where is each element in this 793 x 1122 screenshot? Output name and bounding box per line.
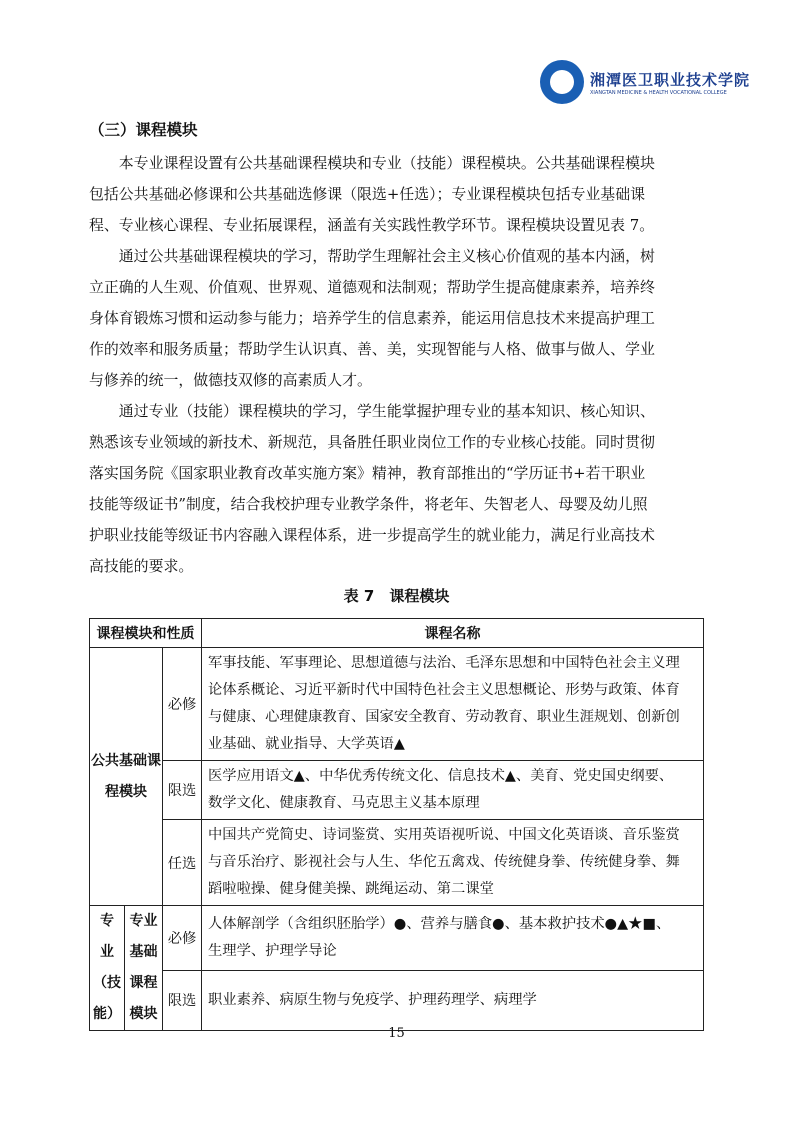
nature-cell: 必修: [163, 906, 202, 971]
course-line: 生理学、护理学导论: [208, 942, 337, 959]
paragraph-line: 本专业课程设置有公共基础课程模块和专业（技能）课程模块。公共基础课程模块: [89, 154, 655, 172]
course-cell: [202, 761, 704, 820]
professional-group-label: 专 业 （技 能）: [90, 906, 125, 1031]
course-cell: [202, 820, 704, 906]
course-cell: [202, 648, 704, 761]
nature-cell: 限选: [163, 970, 202, 1030]
header-course-name: 课程名称: [202, 619, 704, 648]
college-logo: [540, 60, 750, 104]
nature-cell: 任选: [163, 820, 202, 906]
course-line: 中国共产党简史、诗词鉴赏、实用英语视听说、中国文化英语谈、音乐鉴赏: [208, 827, 680, 843]
course-line: 医学应用语文▲、中华优秀传统文化、信息技术▲、美育、党史国史纲要、: [208, 768, 674, 784]
paragraph-line: 高技能的要求。: [89, 557, 194, 575]
body-text: [89, 148, 703, 582]
nature-cell: 限选: [163, 761, 202, 820]
course-line: 蹈啦啦操、健身健美操、跳绳运动、第二课堂: [208, 881, 494, 897]
course-line: 数学文化、健康教育、马克思主义基本原理: [208, 795, 480, 811]
paragraph-line: 身体育锻炼习惯和运动参与能力；培养学生的信息素养，能运用信息技术来提高护理工: [89, 309, 655, 327]
professional-basic-label: 专业 基础 课程 模块: [125, 906, 163, 1031]
course-cell: [202, 970, 704, 1030]
paragraph-line: 通过专业（技能）课程模块的学习，学生能掌握护理专业的基本知识、核心知识、: [89, 402, 655, 420]
paragraph-line: 熟悉该专业领域的新技术、新规范，具备胜任职业岗位工作的专业核心技能。同时贯彻: [89, 433, 655, 451]
course-module-table: [89, 618, 704, 1031]
paragraph-line: 通过公共基础课程模块的学习，帮助学生理解社会主义核心价值观的基本内涵，树: [89, 247, 655, 265]
header-module-nature: 课程模块和性质: [90, 619, 202, 648]
course-cell: [202, 906, 704, 971]
course-line: 职业素养、病原生物与免疫学、护理药理学、病理学: [208, 991, 537, 1008]
course-line: 业基础、就业指导、大学英语▲: [208, 736, 405, 752]
course-line: 与健康、心理健康教育、国家安全教育、劳动教育、职业生涯规划、创新创: [208, 709, 680, 725]
section-title: （三）课程模块: [89, 121, 198, 139]
paragraph-line: 包括公共基础必修课和公共基础选修课（限选+任选）；专业课程模块包括专业基础课: [89, 185, 645, 203]
logo-name-cn: 湘潭医卫职业技术学院: [590, 70, 751, 89]
course-line: 与音乐治疗、影视社会与人生、华佗五禽戏、传统健身拳、传统健身拳、舞: [208, 854, 680, 870]
paragraph-line: 与修养的统一，做德技双修的高素质人才。: [89, 371, 372, 389]
paragraph-line: 技能等级证书”制度，结合我校护理专业教学条件，将老年、失智老人、母婴及幼儿照: [89, 495, 648, 513]
college-seal-icon: [540, 60, 584, 104]
paragraph-line: 落实国务院《国家职业教育改革实施方案》精神，教育部推出的“学历证书+若干职业: [89, 464, 646, 482]
paragraph-line: 程、专业核心课程、专业拓展课程，涵盖有关实践性教学环节。课程模块设置见表 7。: [89, 216, 655, 234]
page-number: 15: [388, 1026, 405, 1041]
nature-cell: 必修: [163, 648, 202, 761]
course-line: 人体解剖学（含组织胚胎学）●、营养与膳食●、基本救护技术●▲★■、: [208, 915, 671, 932]
table-caption: 表 7 课程模块: [343, 587, 450, 605]
paragraph-line: 护职业技能等级证书内容融入课程体系，进一步提高学生的就业能力，满足行业高技术: [89, 526, 655, 544]
logo-name-en: XIANGTAN MEDICINE & HEALTH VOCATIONAL COLLEGE: [590, 89, 727, 96]
paragraph-line: 立正确的人生观、价值观、世界观、道德观和法制观；帮助学生提高健康素养，培养终: [89, 278, 655, 296]
paragraph-line: 作的效率和服务质量；帮助学生认识真、善、美，实现智能与人格、做事与做人、学业: [89, 340, 655, 358]
public-group-label: 公共基础课 程模块: [90, 648, 163, 906]
course-line: 论体系概论、习近平新时代中国特色社会主义思想概论、形势与政策、体育: [208, 682, 680, 698]
course-line: 军事技能、军事理论、思想道德与法治、毛泽东思想和中国特色社会主义理: [208, 655, 680, 671]
